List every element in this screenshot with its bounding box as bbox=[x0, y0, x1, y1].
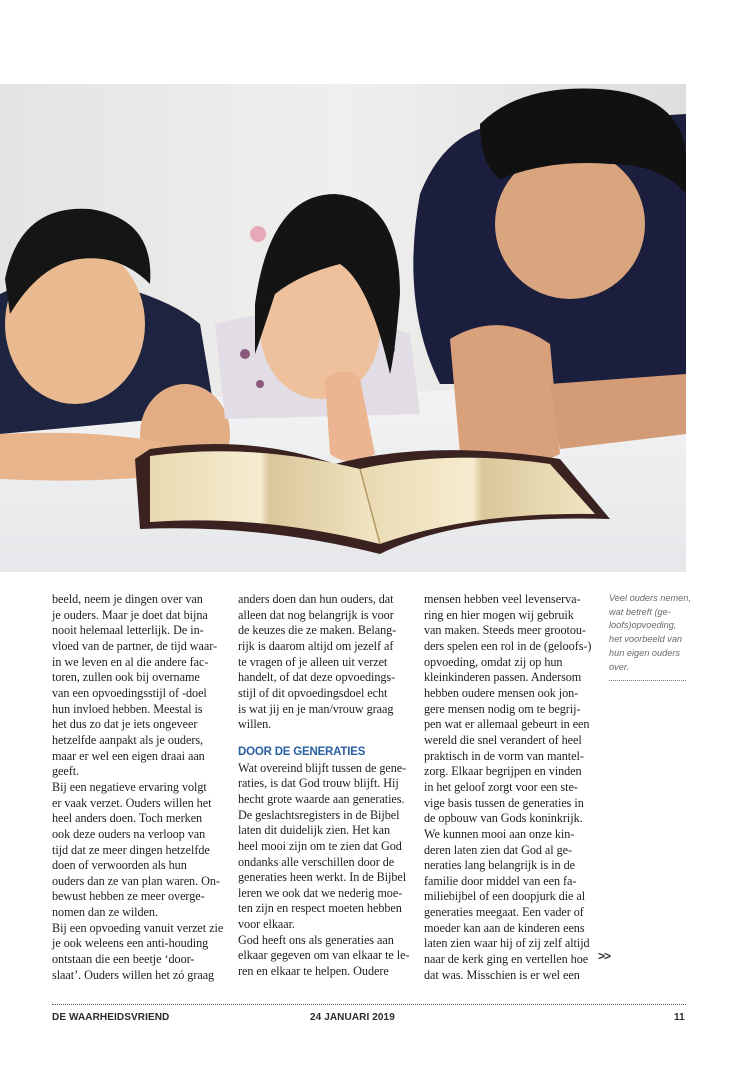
body-line: Bij een opvoeding vanuit verzet zie bbox=[52, 920, 224, 935]
body-line: generaties heen werkt. In de Bijbel bbox=[238, 870, 407, 885]
body-line: doen of verwoorden als hun bbox=[52, 858, 187, 873]
body-line: dat was. Misschien is er wel een bbox=[424, 967, 580, 982]
body-line: kleinkinderen passen. Andersom bbox=[424, 670, 582, 685]
footer-date: 24 JANUARI 2019 bbox=[310, 1012, 395, 1023]
body-line: de keuzes die ze maken. Belang- bbox=[238, 623, 397, 638]
body-line: hetzelfde aanpakt als je ouders, bbox=[52, 732, 204, 747]
body-line: leren we ook dat we nederig moe- bbox=[238, 885, 403, 900]
sidenote-line: over. bbox=[609, 661, 630, 672]
body-line: moeder kan aan de kinderen eens bbox=[424, 920, 585, 935]
body-line: deren laten zien dat God al ge- bbox=[424, 842, 573, 857]
body-line: opvoeding, omdat zij op hun bbox=[424, 654, 563, 669]
body-line: bewust hebben ze meer overge- bbox=[52, 889, 205, 904]
body-line: handelt, of dat deze opvoedings- bbox=[238, 670, 396, 685]
sidenote-line: loofs)opvoeding, bbox=[609, 620, 677, 631]
body-line: in het geloof zorgt voor een ste- bbox=[424, 779, 578, 794]
body-line: vloed van de partner, de tijd waar- bbox=[52, 638, 218, 653]
body-line: familie door middel van een fa- bbox=[424, 873, 577, 888]
body-line: het dus zo dat je iets ongeveer bbox=[52, 717, 198, 732]
continue-marker: >> bbox=[598, 949, 611, 963]
body-line: laten dit duidelijk zien. Het kan bbox=[238, 823, 391, 838]
body-line: nomen dan ze wilden. bbox=[52, 905, 158, 920]
section-subheading: DOOR DE GENERATIES bbox=[238, 745, 366, 758]
body-line: miliebijbel of een doopjurk die al bbox=[424, 889, 586, 904]
sidenote-line: hun eigen ouders bbox=[609, 647, 681, 658]
body-line: de opbouw van Gods koninkrijk. bbox=[424, 811, 583, 826]
body-line: ook deze ouders na verloop van bbox=[52, 826, 206, 841]
sidenote-line: Veel ouders nemen, bbox=[609, 593, 691, 603]
body-line: zorg. Elkaar begrijpen en vinden bbox=[424, 764, 582, 779]
body-line: naar de kerk ging en vertellen hoe bbox=[424, 952, 589, 967]
body-line: Bij een negatieve ervaring volgt bbox=[52, 779, 207, 794]
body-line: ten zijn en respect moeten hebben bbox=[238, 901, 402, 916]
body-line: ouders dan ze van plan waren. On- bbox=[52, 873, 220, 888]
body-line: toren, zullen ook bij overname bbox=[52, 670, 200, 685]
body-line: raties, is dat God trouw blijft. Hij bbox=[238, 776, 399, 791]
body-line: wereld die snel verandert of heel bbox=[424, 732, 582, 747]
body-line: tijd dat ze meer dingen hetzelfde bbox=[52, 842, 210, 857]
body-line: hecht grote waarde aan generaties. bbox=[238, 791, 405, 806]
pull-quote-sidenote bbox=[609, 592, 689, 674]
body-line: ondanks alle verschillen door de bbox=[238, 854, 395, 869]
body-line: in we leven en al die andere fac- bbox=[52, 654, 209, 669]
body-line: nooit helemaal letterlijk. De in- bbox=[52, 623, 204, 638]
body-line: je ouders. Maar je doet dat bijna bbox=[52, 607, 208, 622]
body-line: gere mensen nodig om te begrij- bbox=[424, 701, 581, 716]
body-line: hebben oudere mensen ook jon- bbox=[424, 685, 579, 700]
body-line: praktisch in de vorm van mantel- bbox=[424, 748, 584, 763]
body-line: ren en elkaar te helpen. Oudere bbox=[238, 964, 389, 979]
body-line: alleen dat nog belangrijk is voor bbox=[238, 607, 394, 622]
body-line: elkaar gegeven om van elkaar te le- bbox=[238, 948, 410, 963]
body-line: De geslachtsregisters in de Bijbel bbox=[238, 807, 400, 822]
body-line: is wat jij en je man/vrouw graag bbox=[238, 701, 394, 716]
body-line: hun invloed hebben. Meestal is bbox=[52, 701, 203, 716]
body-line: mensen hebben veel levenserva- bbox=[424, 592, 581, 606]
body-line: te vragen of je alleen uit verzet bbox=[238, 654, 388, 669]
body-line: God heeft ons als generaties aan bbox=[238, 932, 394, 947]
sidenote-line: het voorbeeld van bbox=[609, 634, 683, 645]
footer-magazine-name: DE WAARHEIDSVRIEND bbox=[52, 1012, 170, 1023]
body-line: vige basis tussen de generaties in bbox=[424, 795, 584, 810]
body-line: ontstaan die een beetje ‘door- bbox=[52, 952, 195, 967]
body-line: neraties lang belangrijk is in de bbox=[424, 858, 575, 873]
article-column-3 bbox=[424, 592, 596, 983]
body-line: van een opvoedingsstijl of -doel bbox=[52, 685, 207, 700]
body-line: generaties meegaat. Een vader of bbox=[424, 905, 584, 920]
article-column-1 bbox=[52, 592, 224, 983]
body-line: heel anders doen. Toch merken bbox=[52, 811, 203, 826]
family-praying-photo bbox=[0, 84, 686, 572]
body-line: beeld, neem je dingen over van bbox=[52, 592, 203, 606]
article-column-2 bbox=[238, 592, 410, 980]
body-line: van maken. Steeds meer grootou- bbox=[424, 623, 586, 638]
sidenote-line: wat betreft (ge- bbox=[609, 606, 671, 617]
body-line: voor elkaar. bbox=[238, 917, 295, 932]
body-line: er vaak verzet. Ouders willen het bbox=[52, 795, 212, 810]
body-line: Wat overeind blijft tussen de gene- bbox=[238, 760, 407, 775]
body-line: willen. bbox=[238, 717, 272, 732]
page-number: 11 bbox=[674, 1012, 685, 1023]
body-line: We kunnen mooi aan onze kin- bbox=[424, 826, 575, 841]
body-line: slaat’. Ouders willen het zó graag bbox=[52, 967, 215, 982]
body-line: je ook weleens een anti-houding bbox=[52, 936, 209, 951]
body-line: ring en hier mogen wij gebruik bbox=[424, 607, 574, 622]
body-line: rijk is daarom altijd om jezelf af bbox=[238, 638, 394, 653]
body-line: laten zien waar hij of zij zelf altijd bbox=[424, 936, 590, 951]
body-line: ders spelen een rol in de (geloofs-) bbox=[424, 638, 592, 653]
body-line: stijl of dit opvoedingsdoel echt bbox=[238, 685, 388, 700]
body-line: maar er wel een eigen draai aan bbox=[52, 748, 205, 763]
body-line: anders doen dan hun ouders, dat bbox=[238, 592, 394, 606]
body-line: geeft. bbox=[52, 764, 80, 779]
footer-divider bbox=[52, 1004, 686, 1005]
photo-illustration bbox=[0, 84, 686, 572]
sidenote-divider bbox=[609, 680, 686, 681]
body-line: heel mooi zijn om te zien dat God bbox=[238, 838, 402, 853]
body-line: pen wat er allemaal gebeurt in een bbox=[424, 717, 590, 732]
